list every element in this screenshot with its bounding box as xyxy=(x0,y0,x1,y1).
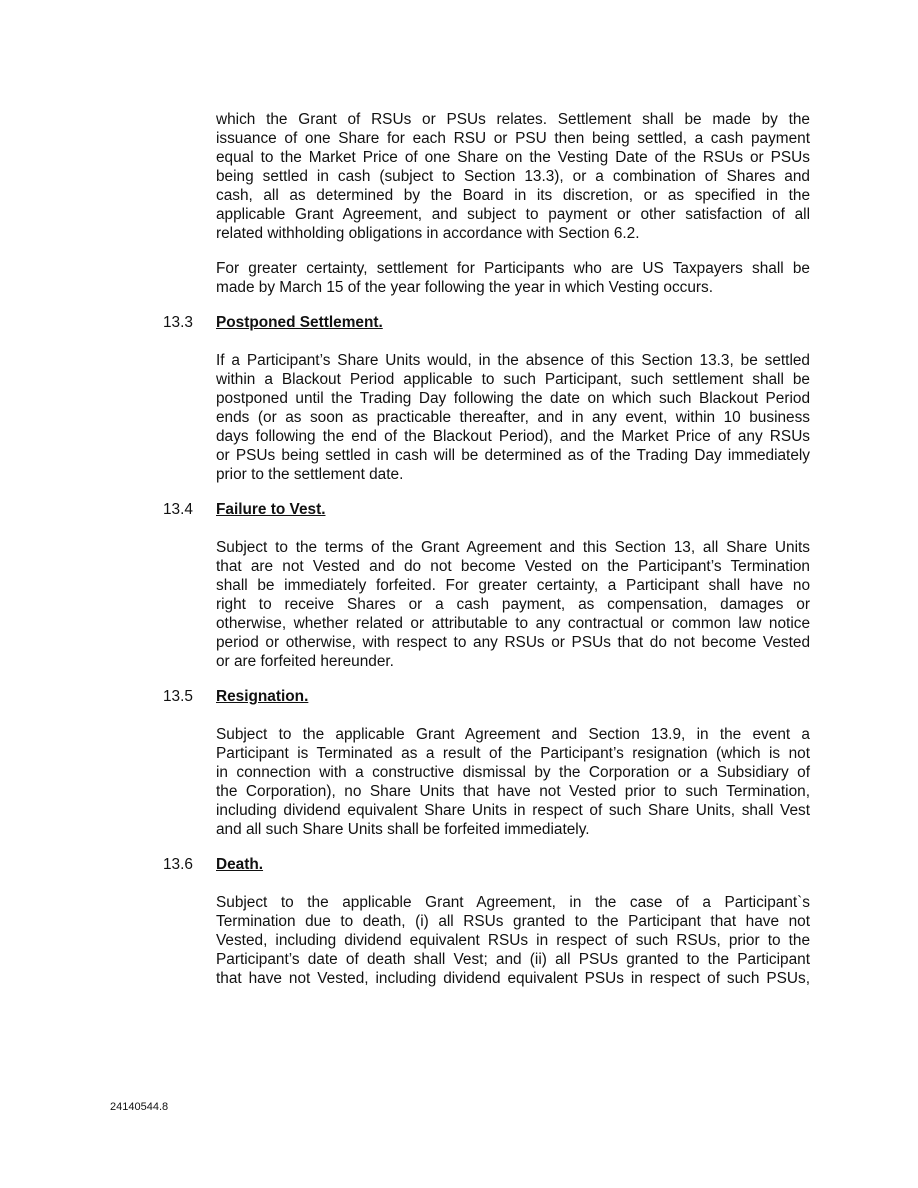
paragraph-line: For greater certainty, settlement for Participants who are US Taxpayers shall be xyxy=(216,260,810,277)
paragraph-line: Subject to the terms of the Grant Agreement and this Section 13, all Share Units xyxy=(216,539,810,556)
paragraph-line: Participant is Terminated as a result of the Participant’s resignation (which is not xyxy=(216,745,810,762)
paragraph-line: Vested, including dividend equivalent RSUs in respect of such RSUs, prior to the xyxy=(216,932,810,949)
paragraph-line: which the Grant of RSUs or PSUs relates. Settlement shall be made by the xyxy=(216,111,810,128)
paragraph-line: If a Participant’s Share Units would, in the absence of this Section 13.3, be settled xyxy=(216,352,810,369)
paragraph-line: days following the end of the Blackout Period), and the Market Price of any RSUs xyxy=(216,428,810,445)
paragraph-line: related withholding obligations in accordance with Section 6.2. xyxy=(216,225,640,242)
section-heading: Failure to Vest. xyxy=(216,501,326,518)
paragraph-line: period or otherwise, with respect to any RSUs or PSUs that do not become Vested xyxy=(216,634,810,651)
paragraph-line: otherwise, whether related or attributable to any contractual or common law notice xyxy=(216,615,810,632)
paragraph-line: that are not Vested and do not become Vested on the Participant’s Termination xyxy=(216,558,810,575)
paragraph-line: cash, all as determined by the Board in its discretion, or as specified in the xyxy=(216,187,810,204)
paragraph-line: applicable Grant Agreement, and subject to payment or other satisfaction of all xyxy=(216,206,810,223)
paragraph-line: within a Blackout Period applicable to such Participant, such settlement shall be xyxy=(216,371,810,388)
section-number: 13.4 xyxy=(163,501,193,518)
paragraph-line: or PSUs being settled in cash will be determined as of the Trading Day immediately xyxy=(216,447,810,464)
paragraph-line: ends (or as soon as practicable thereafter, and in any event, within 10 business xyxy=(216,409,810,426)
section-number: 13.5 xyxy=(163,688,193,705)
paragraph-line: Termination due to death, (i) all RSUs granted to the Participant that have not xyxy=(216,913,810,930)
paragraph-line: postponed until the Trading Day following the date on which such Blackout Period xyxy=(216,390,810,407)
paragraph-line: shall be immediately forfeited. For greater certainty, a Participant shall have no xyxy=(216,577,810,594)
section-number: 13.6 xyxy=(163,856,193,873)
paragraph-line: Subject to the applicable Grant Agreement and Section 13.9, in the event a xyxy=(216,726,810,743)
paragraph-line: that have not Vested, including dividend equivalent PSUs in respect of such PSUs, xyxy=(216,970,810,987)
paragraph-line: in connection with a constructive dismissal by the Corporation or a Subsidiary of xyxy=(216,764,810,781)
paragraph-line: made by March 15 of the year following the year in which Vesting occurs. xyxy=(216,279,714,296)
section-heading: Resignation. xyxy=(216,688,309,705)
section-number: 13.3 xyxy=(163,314,193,331)
paragraph-line: issuance of one Share for each RSU or PSU then being settled, a cash payment xyxy=(216,130,810,147)
paragraph-line: or are forfeited hereunder. xyxy=(216,653,394,670)
paragraph-line: Subject to the applicable Grant Agreement, in the case of a Participant`s xyxy=(216,894,810,911)
paragraph-line: prior to the settlement date. xyxy=(216,466,404,483)
paragraph-line: and all such Share Units shall be forfeited immediately. xyxy=(216,821,590,838)
section-heading: Death. xyxy=(216,856,264,873)
document-id: 24140544.8 xyxy=(110,1101,169,1113)
section-heading: Postponed Settlement. xyxy=(216,314,383,331)
paragraph-line: equal to the Market Price of one Share on the Vesting Date of the RSUs or PSUs xyxy=(216,149,810,166)
paragraph-line: including dividend equivalent Share Units in respect of such Share Units, shall Vest xyxy=(216,802,810,819)
paragraph-line: Participant’s date of death shall Vest; and (ii) all PSUs granted to the Participant xyxy=(216,951,810,968)
paragraph-line: the Corporation), no Share Units that have not Vested prior to such Termination, xyxy=(216,783,810,800)
paragraph-line: being settled in cash (subject to Section 13.3), or a combination of Shares and xyxy=(216,168,810,185)
paragraph-line: right to receive Shares or a cash payment, as compensation, damages or xyxy=(216,596,810,613)
